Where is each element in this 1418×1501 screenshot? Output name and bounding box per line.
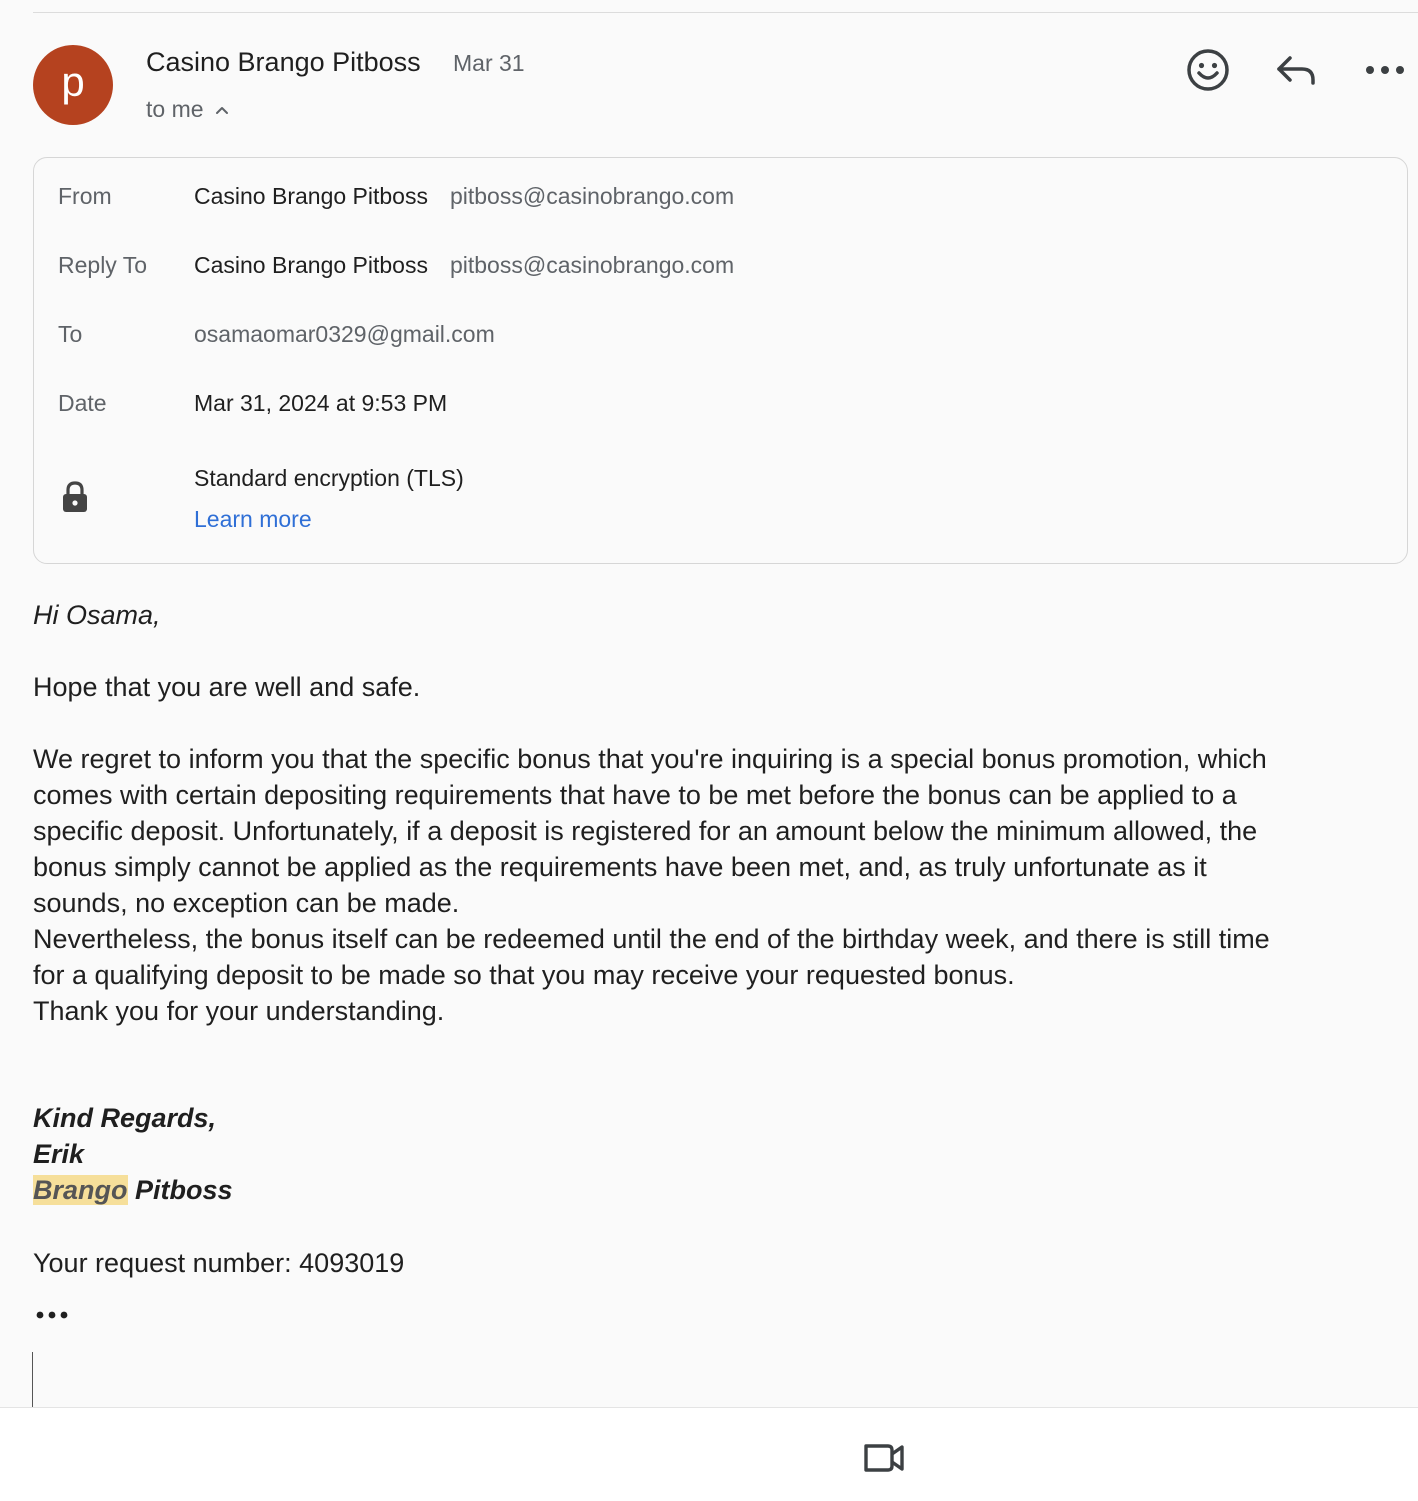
- paragraph-1: Hope that you are well and safe.: [33, 672, 421, 702]
- greeting: Hi Osama,: [33, 600, 161, 630]
- paragraph-2-line: specific deposit. Unfortunately, if a deposit is registered for an amount below the minimum allowed, the: [33, 816, 1258, 846]
- reply-to-email[interactable]: pitboss@casinobrango.com: [449, 252, 735, 278]
- lock-icon: [60, 480, 90, 514]
- from-name[interactable]: Casino Brango Pitboss: [194, 183, 428, 209]
- date-label: Date: [58, 390, 107, 416]
- from-value: [194, 183, 734, 210]
- smiley-icon: [1185, 47, 1231, 93]
- quote-divider: [32, 1352, 33, 1408]
- search-highlight: Brango: [33, 1175, 128, 1205]
- reply-to-name[interactable]: Casino Brango Pitboss: [194, 252, 428, 278]
- signature-title: Pitboss: [127, 1175, 233, 1205]
- request-number: Your request number: 4093019: [33, 1248, 405, 1278]
- top-divider: [33, 12, 1418, 13]
- reply-button[interactable]: [1274, 50, 1318, 90]
- reply-to-value: [194, 252, 734, 279]
- reply-icon: [1274, 50, 1318, 90]
- encryption-value: [194, 465, 464, 492]
- message-date: Mar 31: [453, 50, 525, 76]
- paragraph-2-line: We regret to inform you that the specific bonus that you're inquiring is a special bonus promotion, which: [33, 744, 1267, 774]
- video-icon[interactable]: [862, 1438, 906, 1474]
- avatar-letter: p: [61, 58, 85, 105]
- paragraph-2-line: comes with certain depositing requirements that have to be met before the bonus can be applied to a: [33, 780, 1237, 810]
- paragraph-3-line: for a qualifying deposit to be made so that you may receive your requested bonus.: [33, 960, 1015, 990]
- paragraph-2-line: bonus simply cannot be applied as the requirements have been met, and, as truly unfortunate as it: [33, 852, 1207, 882]
- to-value: [194, 321, 495, 348]
- encryption-text: Standard encryption (TLS): [194, 465, 464, 491]
- date-full: Mar 31, 2024 at 9:53 PM: [194, 390, 448, 416]
- signature-regards: Kind Regards,: [33, 1103, 217, 1133]
- sender-avatar[interactable]: [33, 45, 113, 125]
- paragraph-4: Thank you for your understanding.: [33, 996, 445, 1026]
- signature: [33, 1100, 1413, 1208]
- paragraph-2: [33, 741, 1413, 1029]
- reply-to-label: Reply To: [58, 252, 148, 278]
- recipients-toggle[interactable]: [146, 96, 230, 123]
- learn-more-link[interactable]: Learn more: [194, 506, 312, 532]
- signature-name: Erik: [33, 1139, 85, 1169]
- add-reaction-button[interactable]: [1185, 47, 1231, 93]
- from-email[interactable]: pitboss@casinobrango.com: [449, 183, 735, 209]
- signature-title-line: [33, 1172, 1413, 1208]
- sender-name[interactable]: Casino Brango Pitboss: [146, 47, 421, 77]
- date-value: [194, 390, 447, 417]
- paragraph-2-line: sounds, no exception can be made.: [33, 888, 460, 918]
- learn-more-row: [194, 506, 312, 533]
- more-horizontal-icon: [1362, 55, 1408, 85]
- bottom-toolbar: [0, 1407, 1418, 1501]
- to-email[interactable]: osamaomar0329@gmail.com: [194, 321, 495, 347]
- chevron-up-icon: [214, 102, 230, 118]
- from-label: From: [58, 183, 112, 209]
- show-trimmed-content-button[interactable]: [35, 1305, 71, 1325]
- more-horizontal-icon: [35, 1305, 71, 1325]
- recipients-label: to me: [146, 96, 204, 122]
- more-options-button[interactable]: [1362, 55, 1408, 85]
- paragraph-3-line: Nevertheless, the bonus itself can be redeemed until the end of the birthday week, and there is still time: [33, 924, 1270, 954]
- to-label: To: [58, 321, 83, 347]
- message-details-panel: [33, 157, 1408, 564]
